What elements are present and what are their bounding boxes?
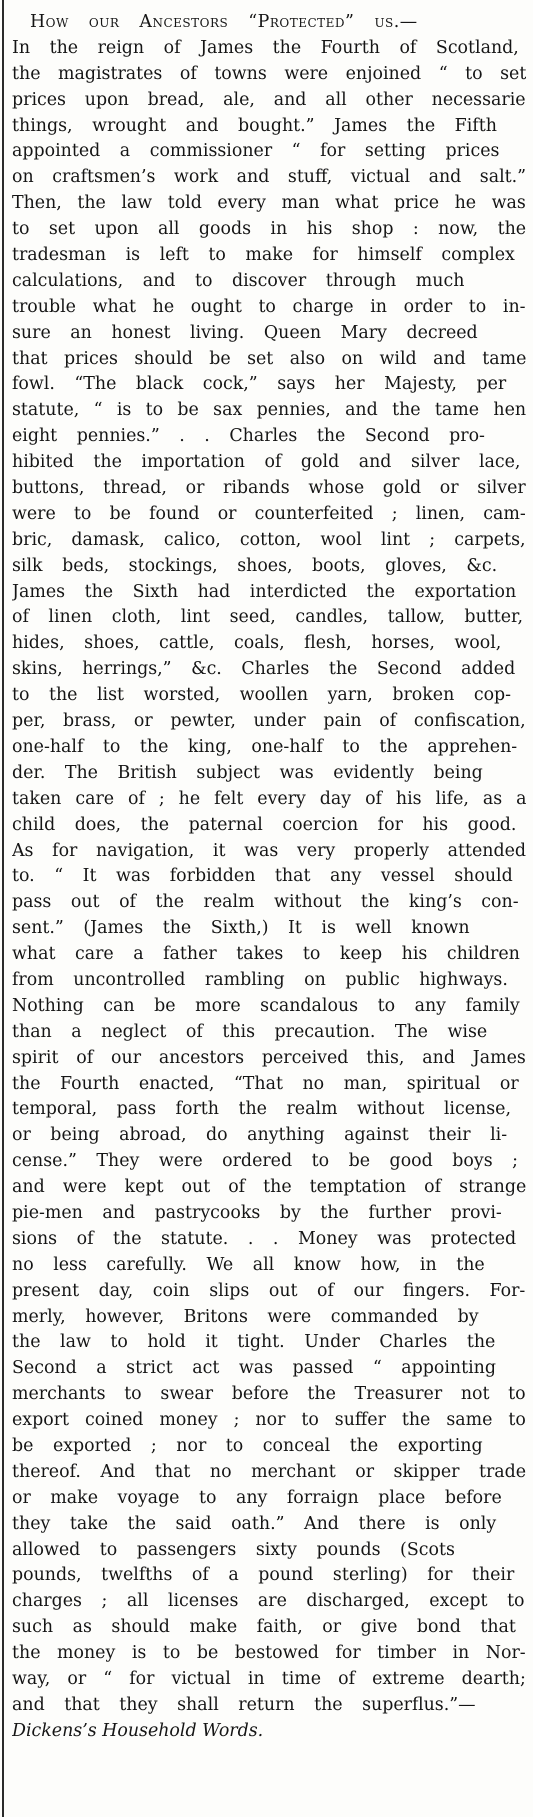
article-line: or being abroad, do anything against their li-	[12, 1125, 508, 1146]
article-line: pie-men and pastrycooks by the further provi-	[12, 1202, 502, 1223]
article-line: to the list worsted, woollen yarn, broken cop-	[12, 685, 512, 706]
article-line: Second a strict act was passed “ appointing	[12, 1358, 497, 1379]
article-line: trouble what he ought to charge in order to in-	[12, 296, 526, 317]
article-line: the magistrates of towns were enjoined “ to set	[12, 63, 526, 84]
article-line: and were kept out of the temptation of strange	[12, 1177, 526, 1198]
article-line: pass out of the realm without the king’s con-	[12, 892, 519, 913]
article-line: they take the said oath.” And there is only	[12, 1513, 497, 1534]
article-line: were to be found or counterfeited ; linen, cam-	[12, 503, 526, 524]
article-line: to set upon all goods in his shop : now, the	[12, 219, 526, 240]
article-line: eight pennies.” . . Charles the Second pro-	[12, 426, 485, 447]
article-line: taken care of ; he felt every day of his life, as a	[12, 788, 526, 809]
article-line: spirit of our ancestors perceived this, and James	[12, 1047, 526, 1068]
article-line: child does, the paternal coercion for his good.	[12, 814, 517, 835]
article-line: merly, however, Britons were commanded by	[12, 1306, 479, 1327]
article-line: calculations, and to discover through much	[12, 270, 465, 291]
article-line: and that they shall return the superflus.”—	[12, 1694, 476, 1715]
article-line: what care a father takes to keep his children	[12, 944, 520, 965]
article-line: sure an honest living. Queen Mary decreed	[12, 322, 478, 343]
article-line: sions of the statute. . . Money was protected	[12, 1228, 517, 1249]
article-line: present day, coin slips out of our fingers. For-	[12, 1280, 526, 1301]
article-line: bric, damask, calico, cotton, wool lint ; carpets,	[12, 529, 526, 550]
article-line: that prices should be set also on wild and tame	[12, 348, 526, 369]
article-line: tradesman is left to make for himself complex	[12, 245, 515, 266]
article-line: As for navigation, it was very properly attended	[12, 840, 526, 861]
article-line: allowed to passengers sixty pounds (Scots	[12, 1539, 455, 1560]
article-line: Then, the law told every man what price he was	[12, 193, 526, 214]
article-line: buttons, thread, or ribands whose gold or silver	[12, 478, 526, 499]
article-line: the law to hold it tight. Under Charles the	[12, 1332, 496, 1353]
article-line: Nothing can be more scandalous to any family	[12, 995, 520, 1016]
article-line: temporal, pass forth the realm without license,	[12, 1099, 511, 1120]
article-line: one-half to the king, one-half to the apprehen-	[12, 736, 518, 757]
article-line: to. “ It was forbidden that any vessel should	[12, 866, 513, 887]
column-rule	[2, 0, 4, 1817]
article-line: pounds, twelfths of a pound sterling) for their	[12, 1565, 515, 1586]
article-line: In the reign of James the Fourth of Scotland,	[12, 37, 519, 58]
article-line: way, or “ for victual in time of extreme dearth;	[12, 1669, 526, 1689]
article-byline: Dickens’s Household Words.	[12, 1720, 264, 1741]
article-line: silk beds, stockings, shoes, boots, gloves, &c.	[12, 555, 498, 576]
article-line: prices upon bread, ale, and all other necessarie	[12, 89, 526, 110]
article-line: be exported ; nor to conceal the exporting	[12, 1435, 483, 1456]
article-line: the money is to be bestowed for timber in Nor-	[12, 1643, 526, 1664]
article-line: sent.” (James the Sixth,) It is well known	[12, 918, 470, 939]
article-line: than a neglect of this precaution. The wise	[12, 1021, 488, 1042]
article-line: export coined money ; nor to suffer the same to	[12, 1410, 526, 1431]
article-line: appointed a commissioner “ for setting prices	[12, 141, 500, 162]
article-line: the Fourth enacted, “That no man, spiritual or	[12, 1073, 519, 1094]
article-line: no less carefully. We all know how, in the	[12, 1254, 485, 1275]
article-line: thereof. And that no merchant or skipper trade	[12, 1461, 526, 1482]
article-line: cense.” They were ordered to be good boys ;	[12, 1151, 519, 1172]
article-line: skins, herrings,” &c. Charles the Second added	[12, 659, 516, 680]
article-line: statute, “ is to be sax pennies, and the tame hen	[12, 400, 526, 421]
article-line: merchants to swear before the Treasurer not to	[12, 1384, 526, 1405]
article-line: der. The British subject was evidently being	[12, 762, 483, 783]
article-line: such as should make faith, or give bond that	[12, 1617, 516, 1638]
article-heading: How our Ancestors “Protected” us.—	[30, 12, 418, 32]
article-line: things, wrought and bought.” James the Fifth	[12, 115, 497, 136]
article-line: or make voyage to any forraign place before	[12, 1487, 502, 1508]
article-line: James the Sixth had interdicted the exportation	[12, 581, 517, 602]
article-line: hibited the importation of gold and silver lace,	[12, 452, 521, 473]
article-line: charges ; all licenses are discharged, except to	[12, 1591, 525, 1612]
article-line: per, brass, or pewter, under pain of confiscation,	[12, 711, 526, 732]
article-body	[12, 10, 526, 1745]
article-line: from uncontrolled rambling on public highways.	[12, 969, 508, 990]
article-line: hides, shoes, cattle, coals, flesh, horses, wool,	[12, 633, 502, 654]
article-line: fowl. “The black cock,” says her Majesty, per	[12, 374, 507, 395]
article-line: on craftsmen’s work and stuff, victual and salt.”	[12, 167, 526, 188]
article-line: of linen cloth, lint seed, candles, tallow, butter,	[12, 607, 523, 628]
